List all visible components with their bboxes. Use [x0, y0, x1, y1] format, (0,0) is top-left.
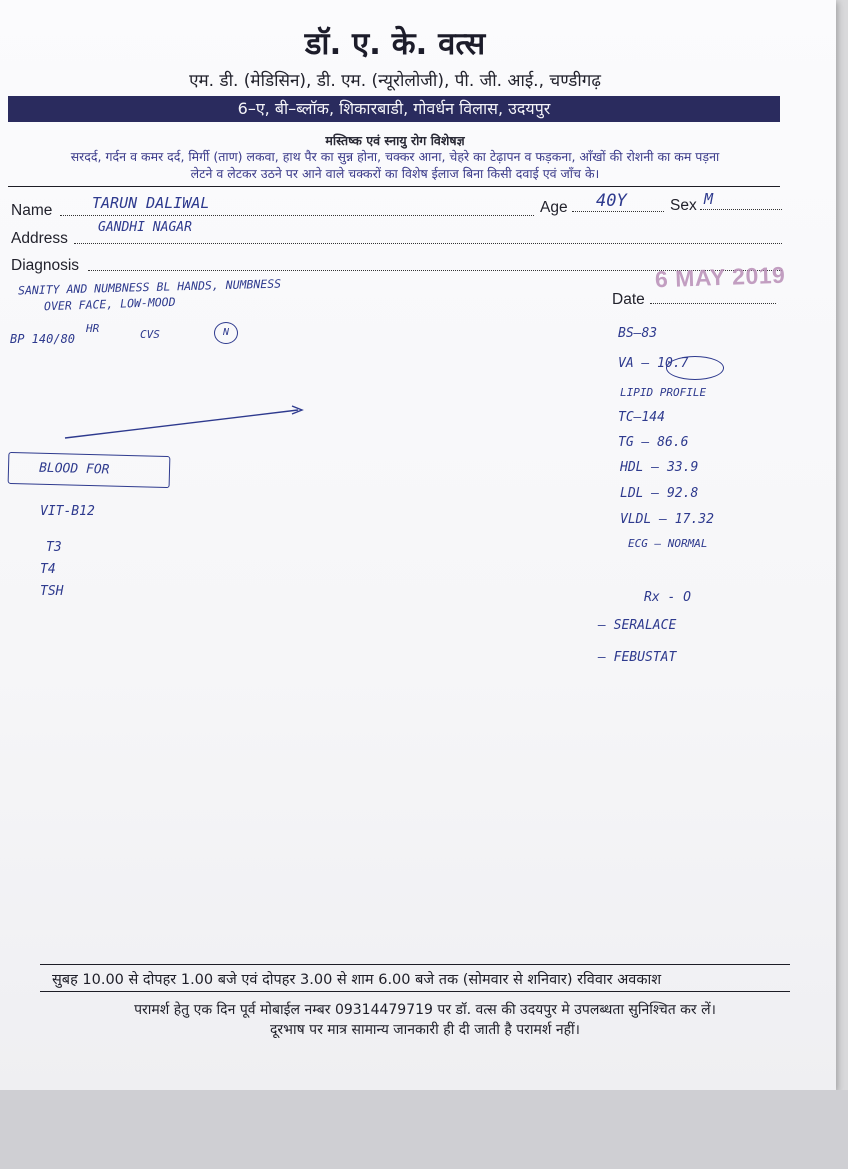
symptoms-text [10, 148, 780, 182]
footer-mid-rule [40, 991, 790, 992]
test-vit-b12: VIT-B12 [40, 504, 95, 519]
cvs-note: CVS [140, 328, 160, 341]
lab-tc: TC–144 [618, 410, 665, 425]
consultation-note-line-2: दूरभाष पर मात्र सामान्य जानकारी ही दी जाती है परामर्श नहीं। [270, 1022, 580, 1038]
patient-sex: M [704, 190, 714, 208]
sex-dots [700, 209, 782, 210]
lab-ecg: ECG — NORMAL [628, 537, 708, 550]
hr-reading: HR [86, 322, 100, 335]
complaint-line-1: SANITY AND NUMBNESS BL HANDS, NUMBNESS [17, 276, 282, 298]
footer-top-rule [40, 964, 790, 965]
patient-age: 40Y [596, 191, 627, 211]
lab-ldl: LDL — 92.8 [620, 486, 699, 501]
diagnosis-label: Diagnosis [11, 257, 80, 274]
patient-name: TARUN DALIWAL [92, 194, 210, 212]
specialty-heading: मस्तिष्क एवं स्नायु रोग विशेषज्ञ [325, 133, 465, 148]
name-label: Name [11, 202, 53, 219]
arrow-line [60, 400, 310, 445]
rx-header: Rx - O [644, 590, 691, 605]
age-dots [572, 211, 664, 212]
date-dots [650, 303, 776, 304]
name-dots [60, 215, 534, 216]
symptoms-line-2: लेटने व लेटकर उठने पर आने वाले चक्करों का विशेष ईलाज बिना किसी दवाई एवं जाँच के। [190, 166, 600, 181]
doctor-qualifications: एम. डी. (मेडिसिन), डी. एम. (न्यूरोलोजी), पी. जी. आई., चण्डीगढ़ [189, 71, 601, 91]
rx-item-1: — SERALACE [598, 618, 677, 633]
lab-hdl: HDL — 33.9 [620, 460, 699, 475]
blood-for-text: BLOOD FOR [38, 460, 110, 478]
scanner-background [0, 1090, 848, 1169]
bp-reading: BP 140/80 [10, 332, 76, 346]
date-label: Date [612, 291, 645, 308]
lab-lipid-profile: LIPID PROFILE [620, 386, 707, 399]
doctor-name: डॉ. ए. के. वत्स [304, 26, 486, 62]
address-label: Address [11, 230, 68, 247]
rx-item-2: — FEBUSTAT [598, 650, 677, 665]
date-stamp: 6 MAY 2019 [654, 261, 786, 293]
lab-tg: TG — 86.6 [618, 435, 689, 450]
age-label: Age [540, 199, 568, 216]
lab-bs: BS–83 [618, 326, 658, 341]
test-t4: T4 [40, 562, 56, 577]
rx-item-1-text: SERALACE [613, 618, 677, 633]
clinic-address-bar: 6–ए, बी–ब्लॉक, शिकारबाडी, गोवर्धन विलास, उदयपुर [8, 96, 780, 122]
test-t3: T3 [46, 540, 62, 555]
test-tsh: TSH [40, 584, 64, 599]
clinic-hours: सुबह 10.00 से दोपहर 1.00 बजे एवं दोपहर 3.00 से शाम 6.00 बजे तक (सोमवार से शनिवार) रविवार अवकाश [52, 972, 662, 988]
address-dots [74, 243, 782, 244]
rx-item-2-text: FEBUSTAT [613, 650, 677, 665]
lab-vldl: VLDL — 17.32 [620, 512, 714, 527]
sex-label: Sex [670, 197, 697, 214]
lab-ua: VA — 10.7 [618, 356, 689, 371]
header-divider [8, 186, 780, 187]
complaint-line-2: OVER FACE, LOW-MOOD [43, 294, 176, 314]
consultation-note [40, 1000, 810, 1040]
consultation-note-line-1: परामर्श हेतु एक दिन पूर्व मोबाईल नम्बर 09314479719 पर डॉ. वत्स की उदयपुर मे उपलब्धता सुनिश्चित कर लें। [134, 1002, 716, 1018]
symptoms-line-1: सरदर्द, गर्दन व कमर दर्द, मिर्गी (ताण) लकवा, हाथ पैर का सुन्न होना, चक्कर आना, चेहरे का टेढ़ापन व फड़कना, आँखों की रोशनी का कम पड़ना [70, 149, 720, 164]
blood-for-box [8, 452, 171, 488]
ua-circle [666, 356, 724, 380]
circled-note [214, 322, 238, 344]
circled-note-text: N [222, 327, 230, 338]
patient-address: GANDHI NAGAR [98, 220, 192, 235]
